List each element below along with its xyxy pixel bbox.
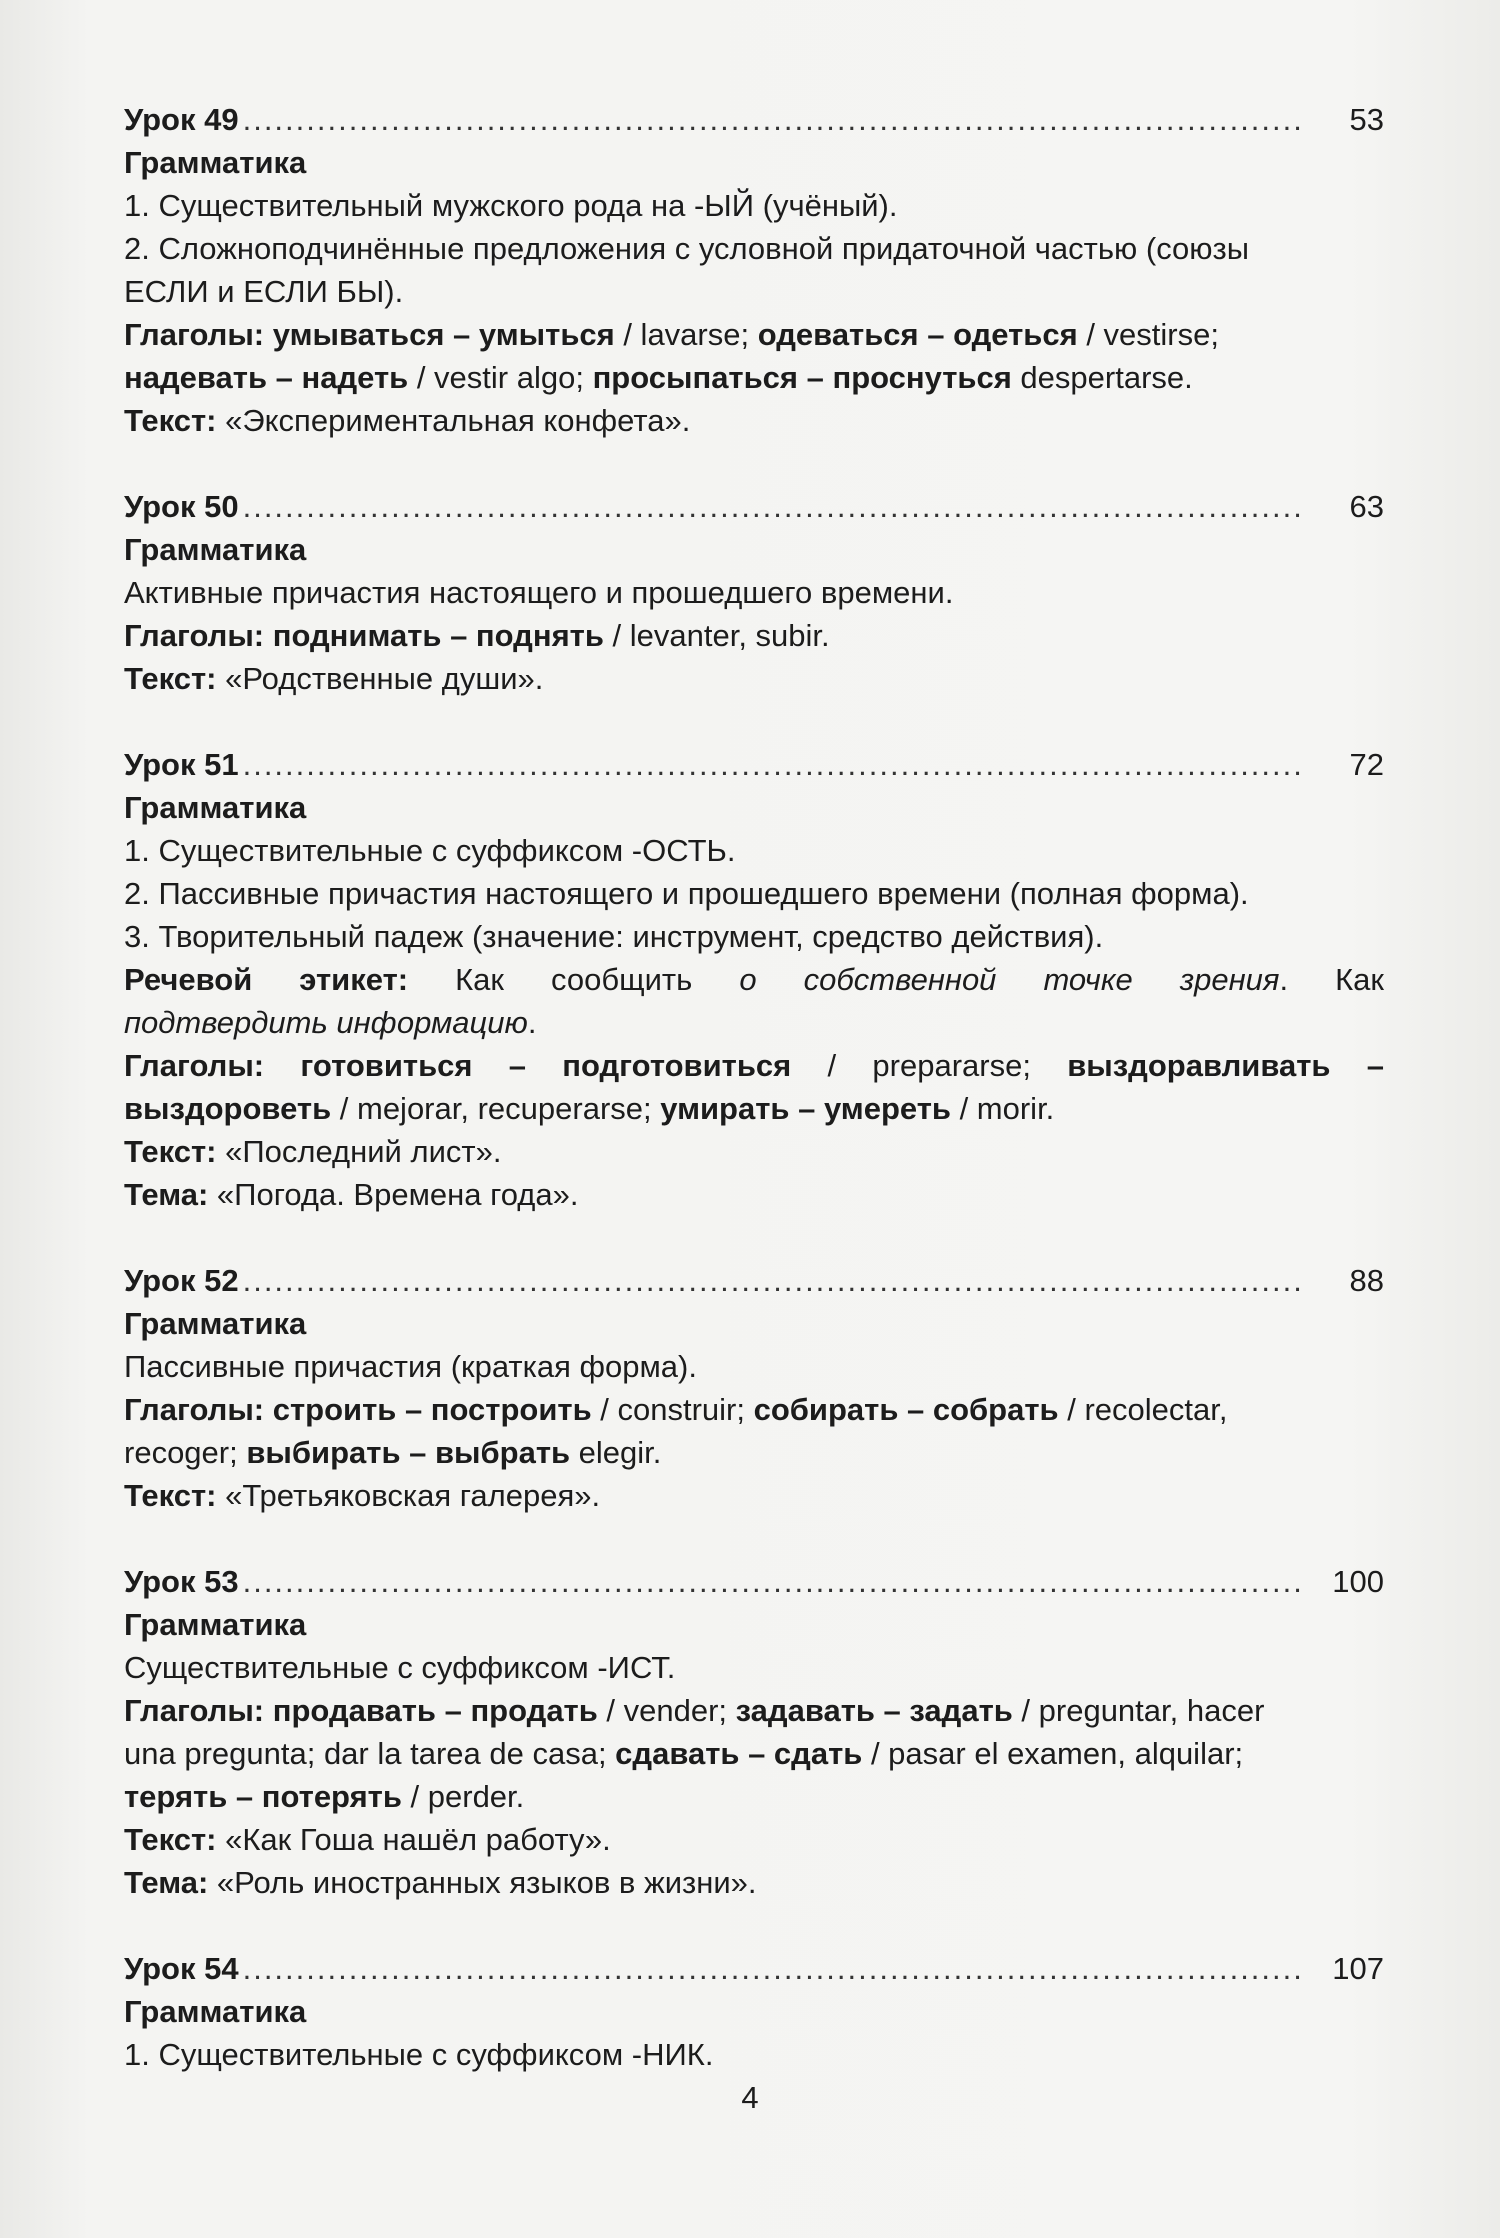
leader-dots: [243, 98, 1300, 141]
leader-dots: [243, 1259, 1300, 1302]
grammar-heading: Грамматика: [124, 145, 307, 180]
verbs-label: Глаголы:: [124, 1693, 265, 1728]
lesson-49: [124, 98, 1384, 442]
table-of-contents: [124, 98, 1384, 2119]
verb-pair: умирать – умереть: [660, 1091, 951, 1126]
lesson-51: [124, 743, 1384, 1216]
etiquette-italic: подтвердить информацию: [124, 1005, 528, 1040]
text-line: [124, 1474, 1384, 1517]
lesson-heading[interactable]: [124, 1560, 1384, 1603]
verb-pair: выздоравливать –: [1067, 1048, 1384, 1083]
translation: / levanter, subir.: [603, 618, 830, 653]
verbs-line: [124, 356, 1384, 399]
text-line: [124, 657, 1384, 700]
translation: una pregunta; dar la tarea de casa;: [124, 1736, 616, 1771]
theme-line: [124, 1173, 1384, 1216]
text-title: «Как Гоша нашёл работу».: [216, 1822, 611, 1857]
verb-pair: строить – построить: [272, 1392, 592, 1427]
verbs-line: [124, 1775, 1384, 1818]
theme-title: «Роль иностранных языков в жизни».: [208, 1865, 757, 1900]
verbs-line: [124, 1732, 1384, 1775]
lesson-title: Урок 53: [124, 1564, 239, 1599]
translation: / prepararse;: [791, 1048, 1068, 1083]
verbs-label: Глаголы:: [124, 1048, 265, 1083]
text-line: [124, 1818, 1384, 1861]
lesson-heading[interactable]: [124, 98, 1384, 141]
lesson-title: Урок 51: [124, 747, 239, 782]
verbs-line: [124, 1689, 1384, 1732]
leader-dots: [243, 1947, 1300, 1990]
grammar-item-cont: ЕСЛИ и ЕСЛИ БЫ).: [124, 274, 404, 309]
lesson-50: [124, 485, 1384, 700]
verb-pair: выбирать – выбрать: [246, 1435, 571, 1470]
verbs-line: [124, 614, 1384, 657]
text-line: [124, 1130, 1384, 1173]
grammar-heading: Грамматика: [124, 1994, 307, 2029]
lesson-page-number: 63: [1349, 489, 1384, 524]
lesson-heading[interactable]: [124, 1947, 1384, 1990]
verb-pair: просыпаться – проснуться: [592, 360, 1012, 395]
etiquette-line-cont: подтвердить информацию.: [124, 1005, 537, 1040]
lesson-title: Урок 49: [124, 102, 239, 137]
verbs-line: [124, 1388, 1384, 1431]
text-title: «Родственные души».: [216, 661, 544, 696]
lesson-title: Урок 50: [124, 489, 239, 524]
verb-pair: собирать – собрать: [753, 1392, 1059, 1427]
etiquette-text: Как сообщить: [408, 962, 740, 997]
leader-dots: [243, 1560, 1300, 1603]
verbs-label: Глаголы:: [124, 618, 265, 653]
grammar-heading: Грамматика: [124, 1607, 307, 1642]
etiquette-italic: о собственной точке зрения: [739, 962, 1280, 997]
grammar-item: 2. Сложноподчинённые предложения с условной придаточной частью (союзы: [124, 231, 1250, 266]
translation: / morir.: [950, 1091, 1055, 1126]
text-title: «Третьяковская галерея».: [216, 1478, 601, 1513]
lesson-53: [124, 1560, 1384, 1904]
grammar-heading: Грамматика: [124, 1306, 307, 1341]
theme-title: «Погода. Времена года».: [208, 1177, 579, 1212]
lesson-52: [124, 1259, 1384, 1517]
grammar-item: 2. Пассивные причастия настоящего и прошедшего времени (полная форма).: [124, 876, 1249, 911]
lesson-heading[interactable]: [124, 743, 1384, 786]
text-line: [124, 399, 1384, 442]
verbs-line: [124, 1044, 1384, 1087]
translation: / preguntar, hacer: [1012, 1693, 1265, 1728]
etiquette-line: [124, 958, 1384, 1001]
text-title: «Последний лист».: [216, 1134, 502, 1169]
grammar-item: 1. Существительный мужского рода на -ЫЙ (учёный).: [124, 188, 898, 223]
etiquette-label: Речевой этикет:: [124, 962, 409, 997]
grammar-item: Активные причастия настоящего и прошедшего времени.: [124, 575, 954, 610]
text-title: «Экспериментальная конфета».: [216, 403, 691, 438]
translation: / vestir algo;: [408, 360, 593, 395]
text-label: Текст:: [124, 661, 217, 696]
translation: / mejorar, recuperarse;: [331, 1091, 661, 1126]
grammar-item: 3. Творительный падеж (значение: инструмент, средство действия).: [124, 919, 1104, 954]
translation: / pasar el examen, alquilar;: [862, 1736, 1244, 1771]
grammar-item: Пассивные причастия (краткая форма).: [124, 1349, 697, 1384]
verb-pair: умываться – умыться: [272, 317, 615, 352]
translation: despertarse.: [1011, 360, 1193, 395]
verb-pair: готовиться – подготовиться: [300, 1048, 792, 1083]
text-label: Текст:: [124, 1478, 217, 1513]
verbs-label: Глаголы:: [124, 317, 265, 352]
lesson-title: Урок 54: [124, 1951, 239, 1986]
verb-pair: сдавать – сдать: [615, 1736, 863, 1771]
grammar-heading: Грамматика: [124, 790, 307, 825]
lesson-54: [124, 1947, 1384, 2076]
verbs-label: Глаголы:: [124, 1392, 265, 1427]
verbs-line: [124, 1087, 1384, 1130]
verb-pair: поднимать – поднять: [272, 618, 604, 653]
translation: / vestirse;: [1077, 317, 1219, 352]
lesson-page-number: 72: [1349, 747, 1384, 782]
translation: / vender;: [597, 1693, 736, 1728]
lesson-page-number: 100: [1332, 1564, 1384, 1599]
translation: / recolectar,: [1058, 1392, 1228, 1427]
lesson-page-number: 107: [1332, 1951, 1384, 1986]
grammar-item: Существительные с суффиксом -ИСТ.: [124, 1650, 676, 1685]
page-number: 4: [741, 2080, 759, 2115]
etiquette-text: . Как: [1279, 962, 1384, 997]
lesson-page-number: 88: [1349, 1263, 1384, 1298]
lesson-heading[interactable]: [124, 1259, 1384, 1302]
translation: elegir.: [570, 1435, 662, 1470]
lesson-heading[interactable]: [124, 485, 1384, 528]
theme-label: Тема:: [124, 1177, 209, 1212]
verb-pair: одеваться – одеться: [757, 317, 1078, 352]
verb-pair: выздороветь: [124, 1091, 332, 1126]
verb-pair: терять – потерять: [124, 1779, 402, 1814]
lesson-page-number: 53: [1349, 102, 1384, 137]
translation: / perder.: [401, 1779, 525, 1814]
verbs-line: [124, 313, 1384, 356]
text-label: Текст:: [124, 1822, 217, 1857]
grammar-heading: Грамматика: [124, 532, 307, 567]
leader-dots: [243, 485, 1300, 528]
verb-pair: задавать – задать: [735, 1693, 1013, 1728]
theme-line: [124, 1861, 1384, 1904]
translation: / lavarse;: [614, 317, 758, 352]
text-label: Текст:: [124, 1134, 217, 1169]
leader-dots: [243, 743, 1300, 786]
theme-label: Тема:: [124, 1865, 209, 1900]
grammar-item: 1. Существительные с суффиксом -НИК.: [124, 2037, 714, 2072]
verb-pair: надевать – надеть: [124, 360, 409, 395]
translation: recoger;: [124, 1435, 247, 1470]
grammar-item: 1. Существительные с суффиксом -ОСТЬ.: [124, 833, 736, 868]
text-label: Текст:: [124, 403, 217, 438]
verb-pair: продавать – продать: [272, 1693, 598, 1728]
verbs-line: [124, 1431, 1384, 1474]
translation: / construir;: [591, 1392, 754, 1427]
lesson-title: Урок 52: [124, 1263, 239, 1298]
